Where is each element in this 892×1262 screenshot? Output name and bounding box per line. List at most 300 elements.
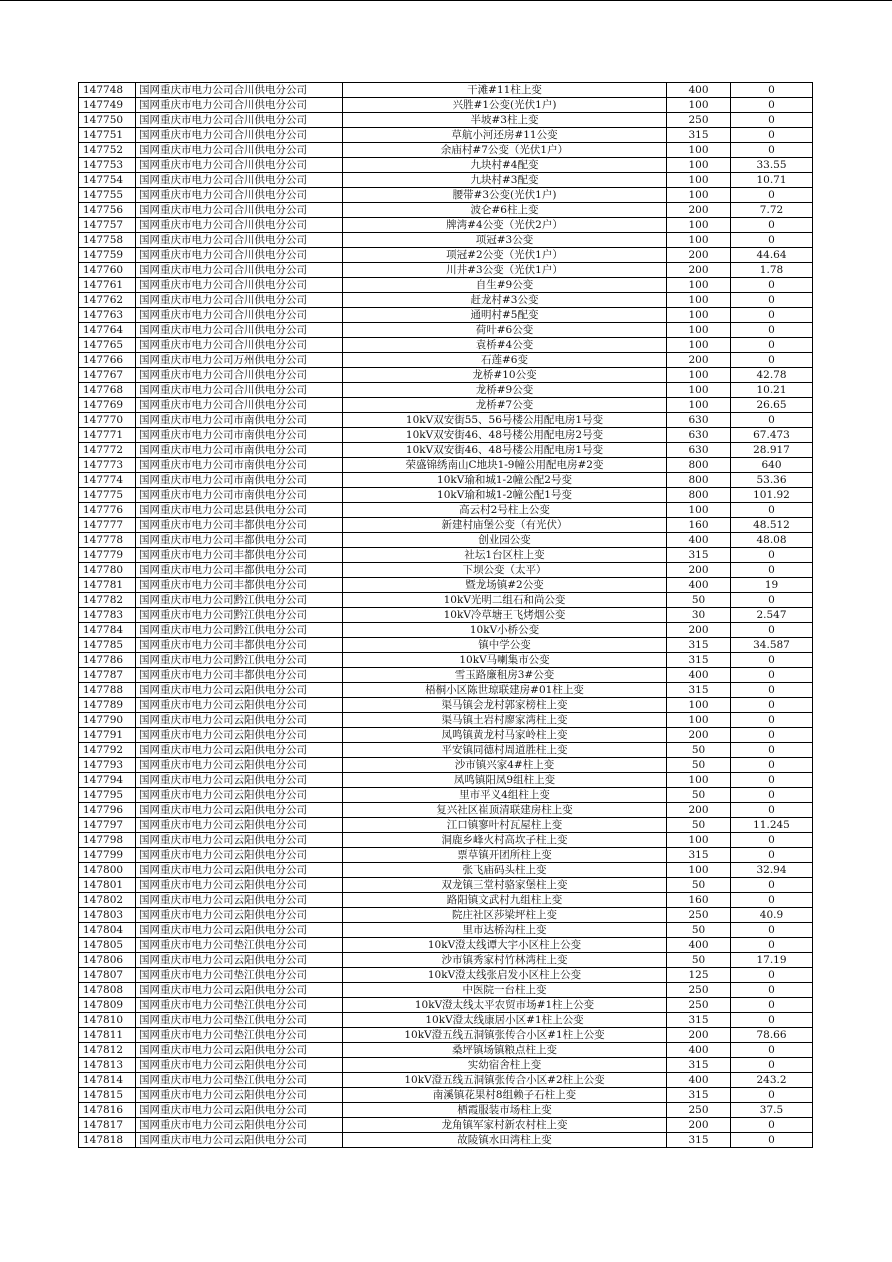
company-cell: 国网重庆市电力公司云阳供电分公司: [136, 893, 343, 908]
table-row: [79, 773, 813, 788]
row-id-cell: 147775: [79, 488, 136, 503]
row-id-cell: 147795: [79, 788, 136, 803]
value-cell: 0: [731, 278, 813, 293]
row-id-cell: 147809: [79, 998, 136, 1013]
table-row: [79, 878, 813, 893]
capacity-cell: 125: [667, 968, 731, 983]
capacity-cell: 200: [667, 728, 731, 743]
transformer-name-cell: 荷叶#6公变: [343, 323, 667, 338]
row-id-cell: 147767: [79, 368, 136, 383]
value-cell: 0: [731, 218, 813, 233]
value-cell: 0: [731, 788, 813, 803]
capacity-cell: 200: [667, 623, 731, 638]
company-cell: 国网重庆市电力公司合川供电分公司: [136, 188, 343, 203]
company-cell: 国网重庆市电力公司合川供电分公司: [136, 263, 343, 278]
row-id-cell: 147785: [79, 638, 136, 653]
table-row: [79, 653, 813, 668]
table-row: [79, 983, 813, 998]
capacity-cell: 200: [667, 248, 731, 263]
row-id-cell: 147814: [79, 1073, 136, 1088]
capacity-cell: 50: [667, 878, 731, 893]
capacity-cell: 315: [667, 1058, 731, 1073]
capacity-cell: 50: [667, 593, 731, 608]
value-cell: 0: [731, 308, 813, 323]
company-cell: 国网重庆市电力公司云阳供电分公司: [136, 728, 343, 743]
table-row: [79, 848, 813, 863]
row-id-cell: 147804: [79, 923, 136, 938]
transformer-name-cell: 10kV澄太线张启发小区柱上公变: [343, 968, 667, 983]
transformer-name-cell: 干滩#11柱上变: [343, 83, 667, 98]
table-row: [79, 293, 813, 308]
company-cell: 国网重庆市电力公司垫江供电分公司: [136, 968, 343, 983]
transformer-name-cell: 龙桥#9公变: [343, 383, 667, 398]
company-cell: 国网重庆市电力公司云阳供电分公司: [136, 788, 343, 803]
table-row: [79, 113, 813, 128]
table-row: [79, 578, 813, 593]
capacity-cell: 400: [667, 1043, 731, 1058]
company-cell: 国网重庆市电力公司丰都供电分公司: [136, 548, 343, 563]
transformer-name-cell: 通明村#5配变: [343, 308, 667, 323]
capacity-cell: 50: [667, 743, 731, 758]
transformer-name-cell: 10kV光明二组石和尚公变: [343, 593, 667, 608]
value-cell: 0: [731, 653, 813, 668]
transformer-name-cell: 龙角镇军家村新农村柱上变: [343, 1118, 667, 1133]
transformer-name-cell: 镇中学公变: [343, 638, 667, 653]
row-id-cell: 147817: [79, 1118, 136, 1133]
table-row: [79, 248, 813, 263]
table-row: [79, 968, 813, 983]
capacity-cell: 100: [667, 503, 731, 518]
value-cell: 0: [731, 773, 813, 788]
transformer-name-cell: 项冠#3公变: [343, 233, 667, 248]
value-cell: 0: [731, 548, 813, 563]
row-id-cell: 147754: [79, 173, 136, 188]
table-body: [79, 83, 813, 1148]
capacity-cell: 315: [667, 1133, 731, 1148]
company-cell: 国网重庆市电力公司云阳供电分公司: [136, 1103, 343, 1118]
value-cell: 0: [731, 1058, 813, 1073]
transformer-name-cell: 10kV小桥公变: [343, 623, 667, 638]
transformer-name-cell: 10kV双安街46、48号楼公用配电房2号变: [343, 428, 667, 443]
table-row: [79, 533, 813, 548]
row-id-cell: 147761: [79, 278, 136, 293]
value-cell: 0: [731, 713, 813, 728]
capacity-cell: 100: [667, 158, 731, 173]
transformer-name-cell: 荣盛锦绣南山C地块1-9幢公用配电房#2变: [343, 458, 667, 473]
transformer-name-cell: 沙市镇秀家村竹林湾柱上变: [343, 953, 667, 968]
value-cell: 37.5: [731, 1103, 813, 1118]
capacity-cell: 400: [667, 533, 731, 548]
row-id-cell: 147808: [79, 983, 136, 998]
company-cell: 国网重庆市电力公司云阳供电分公司: [136, 743, 343, 758]
table-row: [79, 263, 813, 278]
row-id-cell: 147786: [79, 653, 136, 668]
value-cell: 0: [731, 758, 813, 773]
company-cell: 国网重庆市电力公司云阳供电分公司: [136, 848, 343, 863]
company-cell: 国网重庆市电力公司云阳供电分公司: [136, 818, 343, 833]
company-cell: 国网重庆市电力公司丰都供电分公司: [136, 563, 343, 578]
value-cell: 42.78: [731, 368, 813, 383]
table-row: [79, 833, 813, 848]
transformer-name-cell: 新建村庙堡公变（有光伏）: [343, 518, 667, 533]
transformer-name-cell: 10kV澄太线康居小区#1柱上公变: [343, 1013, 667, 1028]
transformer-name-cell: 沙市镇兴家4#柱上变: [343, 758, 667, 773]
capacity-cell: 100: [667, 218, 731, 233]
table-row: [79, 938, 813, 953]
value-cell: 0: [731, 1013, 813, 1028]
company-cell: 国网重庆市电力公司合川供电分公司: [136, 128, 343, 143]
row-id-cell: 147798: [79, 833, 136, 848]
table-row: [79, 698, 813, 713]
transformer-name-cell: 九块村#4配变: [343, 158, 667, 173]
value-cell: 1.78: [731, 263, 813, 278]
capacity-cell: 400: [667, 83, 731, 98]
value-cell: 32.94: [731, 863, 813, 878]
value-cell: 0: [731, 623, 813, 638]
transformer-name-cell: 暨龙场镇#2公变: [343, 578, 667, 593]
transformer-name-cell: 九块村#3配变: [343, 173, 667, 188]
capacity-cell: 250: [667, 113, 731, 128]
value-cell: 28.917: [731, 443, 813, 458]
value-cell: 0: [731, 128, 813, 143]
transformer-name-cell: 江口镇寥叶村瓦屋柱上变: [343, 818, 667, 833]
company-cell: 国网重庆市电力公司丰都供电分公司: [136, 518, 343, 533]
capacity-cell: 400: [667, 578, 731, 593]
value-cell: 0: [731, 1133, 813, 1148]
row-id-cell: 147797: [79, 818, 136, 833]
table-row: [79, 1028, 813, 1043]
row-id-cell: 147757: [79, 218, 136, 233]
company-cell: 国网重庆市电力公司合川供电分公司: [136, 203, 343, 218]
capacity-cell: 315: [667, 1088, 731, 1103]
table-row: [79, 1073, 813, 1088]
transformer-name-cell: 牌湾#4公变（光伏2户）: [343, 218, 667, 233]
company-cell: 国网重庆市电力公司云阳供电分公司: [136, 683, 343, 698]
capacity-cell: 100: [667, 698, 731, 713]
value-cell: 78.66: [731, 1028, 813, 1043]
transformer-name-cell: 袁桥#4公变: [343, 338, 667, 353]
value-cell: 19: [731, 578, 813, 593]
row-id-cell: 147748: [79, 83, 136, 98]
row-id-cell: 147759: [79, 248, 136, 263]
company-cell: 国网重庆市电力公司云阳供电分公司: [136, 803, 343, 818]
value-cell: 0: [731, 998, 813, 1013]
row-id-cell: 147787: [79, 668, 136, 683]
capacity-cell: 100: [667, 863, 731, 878]
table-row: [79, 713, 813, 728]
company-cell: 国网重庆市电力公司市南供电分公司: [136, 413, 343, 428]
row-id-cell: 147801: [79, 878, 136, 893]
company-cell: 国网重庆市电力公司万州供电分公司: [136, 353, 343, 368]
transformer-name-cell: 里市平义4组柱上变: [343, 788, 667, 803]
row-id-cell: 147815: [79, 1088, 136, 1103]
company-cell: 国网重庆市电力公司云阳供电分公司: [136, 758, 343, 773]
capacity-cell: 100: [667, 188, 731, 203]
row-id-cell: 147794: [79, 773, 136, 788]
row-id-cell: 147781: [79, 578, 136, 593]
capacity-cell: 100: [667, 308, 731, 323]
table-row: [79, 683, 813, 698]
company-cell: 国网重庆市电力公司合川供电分公司: [136, 398, 343, 413]
table-row: [79, 998, 813, 1013]
capacity-cell: 200: [667, 803, 731, 818]
row-id-cell: 147756: [79, 203, 136, 218]
row-id-cell: 147793: [79, 758, 136, 773]
capacity-cell: 400: [667, 938, 731, 953]
table-row: [79, 758, 813, 773]
transformer-name-cell: 雪玉路廉租房3#公变: [343, 668, 667, 683]
capacity-cell: 100: [667, 338, 731, 353]
row-id-cell: 147818: [79, 1133, 136, 1148]
row-id-cell: 147799: [79, 848, 136, 863]
row-id-cell: 147751: [79, 128, 136, 143]
transformer-name-cell: 10kV马喇集市公变: [343, 653, 667, 668]
transformer-name-cell: 下坝公变（太平）: [343, 563, 667, 578]
transformer-name-cell: 渠马镇土岩村廖家湾柱上变: [343, 713, 667, 728]
row-id-cell: 147758: [79, 233, 136, 248]
company-cell: 国网重庆市电力公司市南供电分公司: [136, 428, 343, 443]
table-row: [79, 1088, 813, 1103]
capacity-cell: 100: [667, 143, 731, 158]
row-id-cell: 147805: [79, 938, 136, 953]
transformer-name-cell: 梧桐小区陈世琼联建房#01柱上变: [343, 683, 667, 698]
capacity-cell: 100: [667, 98, 731, 113]
row-id-cell: 147802: [79, 893, 136, 908]
capacity-cell: 315: [667, 653, 731, 668]
capacity-cell: 200: [667, 1028, 731, 1043]
table-row: [79, 503, 813, 518]
row-id-cell: 147807: [79, 968, 136, 983]
capacity-cell: 200: [667, 203, 731, 218]
capacity-cell: 250: [667, 1103, 731, 1118]
transformer-name-cell: 10kV澄五线五洞镇张传合小区#2柱上公变: [343, 1073, 667, 1088]
value-cell: 44.64: [731, 248, 813, 263]
transformer-name-cell: 10kV冷草塘王飞烤烟公变: [343, 608, 667, 623]
company-cell: 国网重庆市电力公司云阳供电分公司: [136, 908, 343, 923]
transformer-name-cell: 复兴社区崔顶清联建房柱上变: [343, 803, 667, 818]
capacity-cell: 630: [667, 443, 731, 458]
company-cell: 国网重庆市电力公司云阳供电分公司: [136, 1043, 343, 1058]
row-id-cell: 147811: [79, 1028, 136, 1043]
value-cell: 0: [731, 413, 813, 428]
transformer-name-cell: 凤鸣镇黄龙村马家岭柱上变: [343, 728, 667, 743]
company-cell: 国网重庆市电力公司市南供电分公司: [136, 488, 343, 503]
transformer-name-cell: 渠马镇会龙村郭家榜柱上变: [343, 698, 667, 713]
value-cell: 0: [731, 848, 813, 863]
table-row: [79, 863, 813, 878]
capacity-cell: 315: [667, 128, 731, 143]
company-cell: 国网重庆市电力公司云阳供电分公司: [136, 1058, 343, 1073]
transformer-name-cell: 10kV瑜和城1-2幢公配2号变: [343, 473, 667, 488]
capacity-cell: 400: [667, 668, 731, 683]
value-cell: 0: [731, 233, 813, 248]
capacity-cell: 315: [667, 1013, 731, 1028]
company-cell: 国网重庆市电力公司丰都供电分公司: [136, 578, 343, 593]
company-cell: 国网重庆市电力公司忠县供电分公司: [136, 503, 343, 518]
transformer-name-cell: 项冠#2公变（光伏1户）: [343, 248, 667, 263]
capacity-cell: 315: [667, 638, 731, 653]
company-cell: 国网重庆市电力公司垫江供电分公司: [136, 938, 343, 953]
table-row: [79, 83, 813, 98]
transformer-name-cell: 赶龙村#3公变: [343, 293, 667, 308]
row-id-cell: 147803: [79, 908, 136, 923]
company-cell: 国网重庆市电力公司云阳供电分公司: [136, 878, 343, 893]
transformer-name-cell: 实幼宿舍柱上变: [343, 1058, 667, 1073]
table-row: [79, 893, 813, 908]
transformer-name-cell: 波仑#6柱上变: [343, 203, 667, 218]
transformer-name-cell: 川井#3公变（光伏1户）: [343, 263, 667, 278]
table-row: [79, 323, 813, 338]
value-cell: 0: [731, 968, 813, 983]
capacity-cell: 100: [667, 773, 731, 788]
table-row: [79, 173, 813, 188]
transformer-name-cell: 里市达桥沟柱上变: [343, 923, 667, 938]
company-cell: 国网重庆市电力公司垫江供电分公司: [136, 1013, 343, 1028]
transformer-name-cell: 10kV澄五线五洞镇张传合小区#1柱上公变: [343, 1028, 667, 1043]
capacity-cell: 200: [667, 563, 731, 578]
company-cell: 国网重庆市电力公司云阳供电分公司: [136, 1088, 343, 1103]
value-cell: 67.473: [731, 428, 813, 443]
company-cell: 国网重庆市电力公司合川供电分公司: [136, 158, 343, 173]
table-row: [79, 443, 813, 458]
capacity-cell: 250: [667, 998, 731, 1013]
row-id-cell: 147753: [79, 158, 136, 173]
table-row: [79, 158, 813, 173]
capacity-cell: 160: [667, 893, 731, 908]
table-row: [79, 743, 813, 758]
company-cell: 国网重庆市电力公司丰都供电分公司: [136, 533, 343, 548]
transformer-name-cell: 社坛1台区柱上变: [343, 548, 667, 563]
company-cell: 国网重庆市电力公司合川供电分公司: [136, 338, 343, 353]
company-cell: 国网重庆市电力公司丰都供电分公司: [136, 668, 343, 683]
transformer-name-cell: 平安镇同德村周道胜柱上变: [343, 743, 667, 758]
table-row: [79, 188, 813, 203]
company-cell: 国网重庆市电力公司云阳供电分公司: [136, 773, 343, 788]
value-cell: 10.71: [731, 173, 813, 188]
transformer-table: [78, 82, 813, 1148]
row-id-cell: 147812: [79, 1043, 136, 1058]
table-row: [79, 593, 813, 608]
row-id-cell: 147768: [79, 383, 136, 398]
value-cell: 11.245: [731, 818, 813, 833]
table-row: [79, 383, 813, 398]
company-cell: 国网重庆市电力公司市南供电分公司: [136, 443, 343, 458]
value-cell: 0: [731, 338, 813, 353]
value-cell: 0: [731, 923, 813, 938]
transformer-name-cell: 创业园公变: [343, 533, 667, 548]
company-cell: 国网重庆市电力公司云阳供电分公司: [136, 863, 343, 878]
capacity-cell: 250: [667, 983, 731, 998]
value-cell: 53.36: [731, 473, 813, 488]
transformer-name-cell: 草航小河还房#11公变: [343, 128, 667, 143]
value-cell: 0: [731, 683, 813, 698]
value-cell: 0: [731, 1088, 813, 1103]
capacity-cell: 100: [667, 713, 731, 728]
value-cell: 0: [731, 1043, 813, 1058]
company-cell: 国网重庆市电力公司黔江供电分公司: [136, 593, 343, 608]
company-cell: 国网重庆市电力公司合川供电分公司: [136, 143, 343, 158]
value-cell: 640: [731, 458, 813, 473]
table-row: [79, 563, 813, 578]
capacity-cell: 160: [667, 518, 731, 533]
company-cell: 国网重庆市电力公司云阳供电分公司: [136, 1133, 343, 1148]
row-id-cell: 147790: [79, 713, 136, 728]
transformer-name-cell: 自生#9公变: [343, 278, 667, 293]
value-cell: 0: [731, 803, 813, 818]
company-cell: 国网重庆市电力公司垫江供电分公司: [136, 998, 343, 1013]
capacity-cell: 630: [667, 413, 731, 428]
table-row: [79, 338, 813, 353]
capacity-cell: 50: [667, 923, 731, 938]
row-id-cell: 147749: [79, 98, 136, 113]
table-row: [79, 1103, 813, 1118]
company-cell: 国网重庆市电力公司合川供电分公司: [136, 173, 343, 188]
capacity-cell: 100: [667, 398, 731, 413]
company-cell: 国网重庆市电力公司合川供电分公司: [136, 248, 343, 263]
table-row: [79, 1133, 813, 1148]
company-cell: 国网重庆市电力公司合川供电分公司: [136, 368, 343, 383]
transformer-name-cell: 半坡#3柱上变: [343, 113, 667, 128]
row-id-cell: 147774: [79, 473, 136, 488]
value-cell: 0: [731, 143, 813, 158]
table-row: [79, 428, 813, 443]
row-id-cell: 147762: [79, 293, 136, 308]
table-row: [79, 668, 813, 683]
value-cell: 0: [731, 83, 813, 98]
capacity-cell: 630: [667, 428, 731, 443]
company-cell: 国网重庆市电力公司合川供电分公司: [136, 233, 343, 248]
table-row: [79, 1013, 813, 1028]
row-id-cell: 147783: [79, 608, 136, 623]
company-cell: 国网重庆市电力公司合川供电分公司: [136, 83, 343, 98]
value-cell: 0: [731, 743, 813, 758]
company-cell: 国网重庆市电力公司黔江供电分公司: [136, 623, 343, 638]
value-cell: 101.92: [731, 488, 813, 503]
capacity-cell: 50: [667, 788, 731, 803]
value-cell: 0: [731, 833, 813, 848]
company-cell: 国网重庆市电力公司合川供电分公司: [136, 293, 343, 308]
company-cell: 国网重庆市电力公司垫江供电分公司: [136, 1028, 343, 1043]
capacity-cell: 100: [667, 173, 731, 188]
value-cell: 10.21: [731, 383, 813, 398]
row-id-cell: 147772: [79, 443, 136, 458]
value-cell: 0: [731, 353, 813, 368]
table-row: [79, 368, 813, 383]
table-row: [79, 233, 813, 248]
transformer-name-cell: 洞鹿乡峰火村高坎子柱上变: [343, 833, 667, 848]
row-id-cell: 147784: [79, 623, 136, 638]
row-id-cell: 147771: [79, 428, 136, 443]
value-cell: 0: [731, 323, 813, 338]
capacity-cell: 100: [667, 368, 731, 383]
row-id-cell: 147788: [79, 683, 136, 698]
table-row: [79, 128, 813, 143]
row-id-cell: 147816: [79, 1103, 136, 1118]
table-row: [79, 518, 813, 533]
table-row: [79, 218, 813, 233]
company-cell: 国网重庆市电力公司合川供电分公司: [136, 218, 343, 233]
company-cell: 国网重庆市电力公司合川供电分公司: [136, 323, 343, 338]
row-id-cell: 147763: [79, 308, 136, 323]
company-cell: 国网重庆市电力公司云阳供电分公司: [136, 1118, 343, 1133]
value-cell: 26.65: [731, 398, 813, 413]
row-id-cell: 147769: [79, 398, 136, 413]
table-row: [79, 803, 813, 818]
capacity-cell: 400: [667, 1073, 731, 1088]
value-cell: 0: [731, 503, 813, 518]
transformer-name-cell: 桑坪镇场镇粮点柱上变: [343, 1043, 667, 1058]
row-id-cell: 147792: [79, 743, 136, 758]
